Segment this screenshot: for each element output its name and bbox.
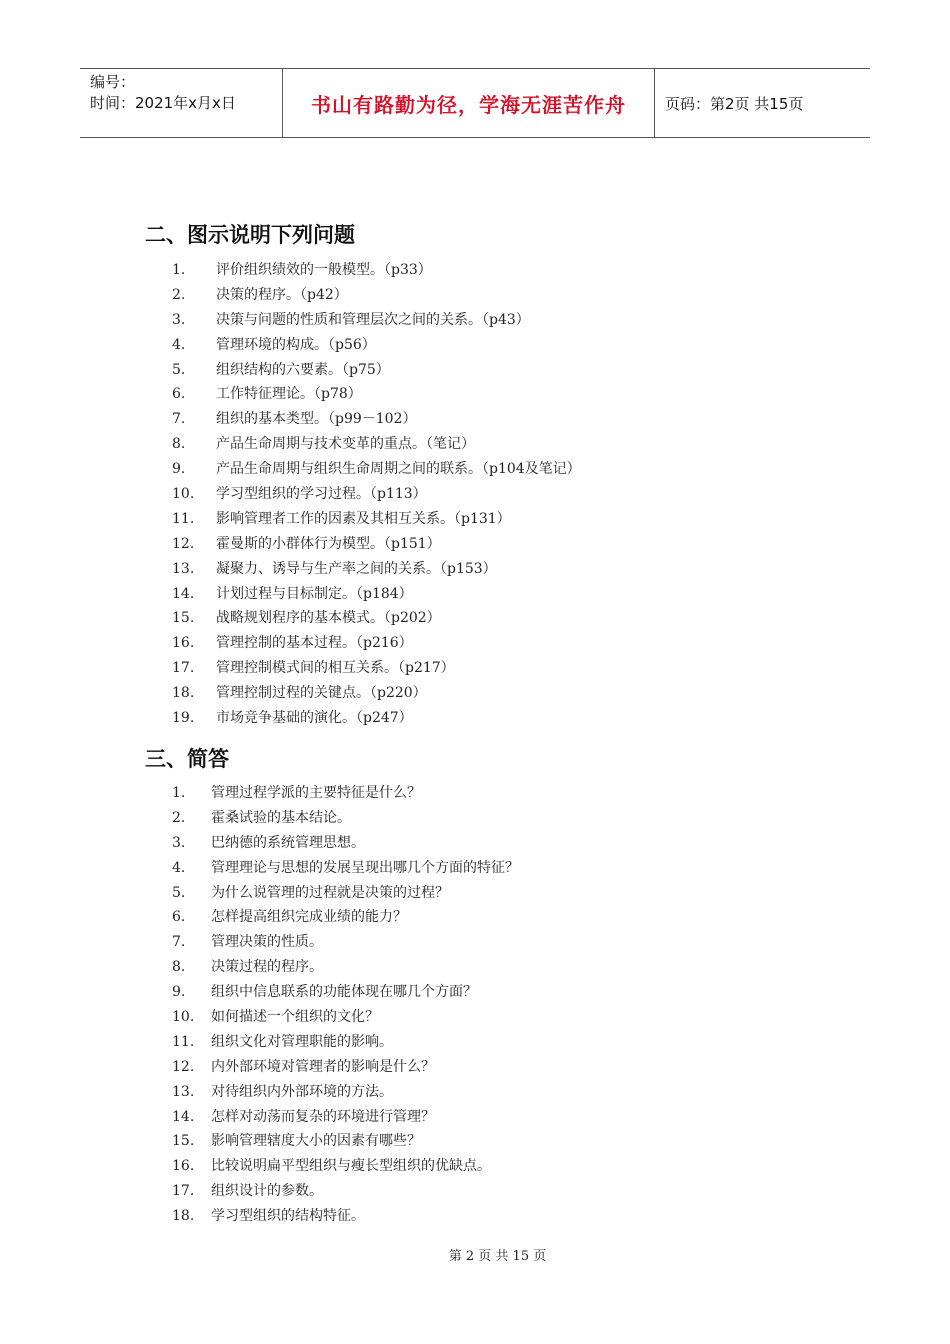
list-item-number: 6. [172, 386, 186, 403]
list-item [0, 432, 950, 457]
list-item-text: 组织文化对管理职能的影响。 [211, 1033, 393, 1050]
diagram-question-list [0, 258, 950, 731]
list-item-number: 13. [172, 1083, 195, 1100]
list-item-text: 比较说明扁平型组织与瘦长型组织的优缺点。 [211, 1158, 491, 1175]
list-item-number: 12. [172, 535, 195, 552]
list-item-number: 12. [172, 1058, 195, 1075]
list-item-number: 9. [172, 461, 186, 478]
list-item [0, 980, 950, 1005]
list-item [0, 856, 950, 881]
list-item-number: 15. [172, 1133, 195, 1150]
list-item-text: 决策与问题的性质和管理层次之间的关系。（p43） [216, 311, 530, 328]
list-item-text: 凝聚力、诱导与生产率之间的关系。（p153） [216, 560, 497, 577]
list-item-text: 管理环境的构成。（p56） [216, 336, 376, 353]
list-item-text: 组织的基本类型。（p99－102） [216, 411, 417, 428]
list-item [0, 582, 950, 607]
list-item-text: 影响管理辖度大小的因素有哪些？ [211, 1133, 421, 1150]
list-item [0, 955, 950, 980]
list-item-number: 6. [172, 909, 186, 926]
list-item-number: 14. [172, 1108, 195, 1125]
header-date-label: 时间：2021年x月x日 [90, 94, 236, 112]
list-item-text: 评价组织绩效的一般模型。（p33） [216, 262, 432, 278]
list-item [0, 1204, 950, 1229]
list-item-number: 15. [172, 610, 195, 627]
list-item-number: 10. [172, 1009, 195, 1026]
list-item-text: 巴纳德的系统管理思想。 [211, 834, 365, 851]
list-item-number: 7. [172, 934, 186, 951]
list-item [0, 1105, 950, 1130]
section-title-short-answer: 三、简答 [145, 747, 229, 771]
list-item [0, 1030, 950, 1055]
list-item-number: 14. [172, 585, 195, 602]
list-item [0, 781, 950, 806]
list-item-number: 3. [172, 834, 186, 851]
list-item-number: 16. [172, 1158, 195, 1175]
list-item-text: 学习型组织的学习过程。（p113） [216, 486, 427, 503]
header-number-label: 编号： [90, 73, 136, 91]
list-item-number: 7. [172, 411, 186, 428]
list-item [0, 930, 950, 955]
list-item [0, 706, 950, 731]
list-item [0, 333, 950, 358]
list-item-text: 决策的程序。（p42） [216, 286, 348, 303]
list-item [0, 656, 950, 681]
list-item [0, 507, 950, 532]
page-header [80, 68, 870, 138]
list-item-text: 计划过程与目标制定。（p184） [216, 585, 413, 602]
list-item [0, 457, 950, 482]
list-item-text: 怎样提高组织完成业绩的能力？ [211, 909, 407, 926]
list-item-text: 管理控制模式间的相互关系。（p217） [216, 660, 455, 677]
list-item [0, 1005, 950, 1030]
list-item-text: 管理控制的基本过程。（p216） [216, 635, 413, 652]
list-item-number: 1. [172, 262, 186, 278]
list-item [0, 681, 950, 706]
list-item-number: 9. [172, 984, 186, 1001]
list-item-text: 决策过程的程序。 [211, 959, 323, 976]
list-item-text: 工作特征理论。（p78） [216, 386, 362, 403]
list-item [0, 806, 950, 831]
list-item [0, 1080, 950, 1105]
list-item [0, 358, 950, 383]
header-page-info: 页码：第2页 共15页 [665, 94, 804, 113]
list-item-text: 影响管理者工作的因素及其相互关系。（p131） [216, 510, 511, 527]
list-item [0, 831, 950, 856]
list-item-text: 市场竞争基础的演化。（p247） [216, 710, 413, 727]
list-item-number: 10. [172, 486, 195, 503]
list-item-number: 16. [172, 635, 195, 652]
list-item-number: 8. [172, 959, 186, 976]
list-item [0, 881, 950, 906]
list-item-text: 管理过程学派的主要特征是什么？ [211, 785, 421, 801]
list-item-number: 17. [172, 660, 195, 677]
list-item-number: 17. [172, 1183, 195, 1200]
list-item-number: 13. [172, 560, 195, 577]
list-item-number: 4. [172, 859, 186, 876]
list-item-number: 18. [172, 1208, 195, 1225]
list-item [0, 407, 950, 432]
list-item-number: 2. [172, 809, 186, 826]
list-item [0, 631, 950, 656]
list-item-number: 11. [172, 510, 195, 527]
list-item [0, 1129, 950, 1154]
list-item [0, 382, 950, 407]
list-item-text: 组织结构的六要素。（p75） [216, 361, 390, 378]
list-item [0, 606, 950, 631]
list-item [0, 283, 950, 308]
list-item-number: 2. [172, 286, 186, 303]
list-item [0, 308, 950, 333]
section-title-diagrams: 二、图示说明下列问题 [145, 223, 355, 247]
list-item [0, 482, 950, 507]
list-item-number: 3. [172, 311, 186, 328]
list-item-text: 战略规划程序的基本模式。（p202） [216, 610, 441, 627]
list-item-text: 组织设计的参数。 [211, 1183, 323, 1200]
short-answer-question-list [0, 781, 950, 1229]
header-meta [80, 69, 282, 137]
list-item-text: 管理理论与思想的发展呈现出哪几个方面的特征？ [211, 859, 519, 876]
list-item-number: 11. [172, 1033, 195, 1050]
list-item-number: 8. [172, 436, 186, 453]
list-item-number: 1. [172, 785, 186, 801]
list-item-number: 4. [172, 336, 186, 353]
list-item-text: 如何描述一个组织的文化？ [211, 1009, 379, 1026]
list-item-text: 内外部环境对管理者的影响是什么？ [211, 1058, 435, 1075]
list-item-text: 管理控制过程的关键点。（p220） [216, 685, 427, 702]
list-item-number: 5. [172, 361, 186, 378]
list-item [0, 557, 950, 582]
list-item-number: 5. [172, 884, 186, 901]
list-item [0, 905, 950, 930]
header-motto: 书山有路勤为径，学海无涯苦作舟 [282, 69, 655, 137]
list-item-number: 18. [172, 685, 195, 702]
list-item-text: 产品生命周期与组织生命周期之间的联系。（p104及笔记） [216, 461, 581, 478]
list-item [0, 1055, 950, 1080]
list-item-text: 管理决策的性质。 [211, 934, 323, 951]
list-item-text: 怎样对动荡而复杂的环境进行管理？ [211, 1108, 435, 1125]
page-footer: 第 2 页 共 15 页 [448, 1249, 547, 1264]
list-item-text: 霍曼斯的小群体行为模型。（p151） [216, 535, 441, 552]
list-item-text: 学习型组织的结构特征。 [211, 1208, 365, 1225]
list-item [0, 532, 950, 557]
list-item-text: 产品生命周期与技术变革的重点。（笔记） [216, 436, 475, 453]
list-item [0, 1179, 950, 1204]
list-item-number: 19. [172, 710, 195, 727]
list-item [0, 258, 950, 283]
list-item-text: 组织中信息联系的功能体现在哪几个方面？ [211, 984, 477, 1001]
list-item-text: 霍桑试验的基本结论。 [211, 809, 351, 826]
list-item-text: 对待组织内外部环境的方法。 [211, 1083, 393, 1100]
list-item-text: 为什么说管理的过程就是决策的过程？ [211, 884, 449, 901]
list-item [0, 1154, 950, 1179]
